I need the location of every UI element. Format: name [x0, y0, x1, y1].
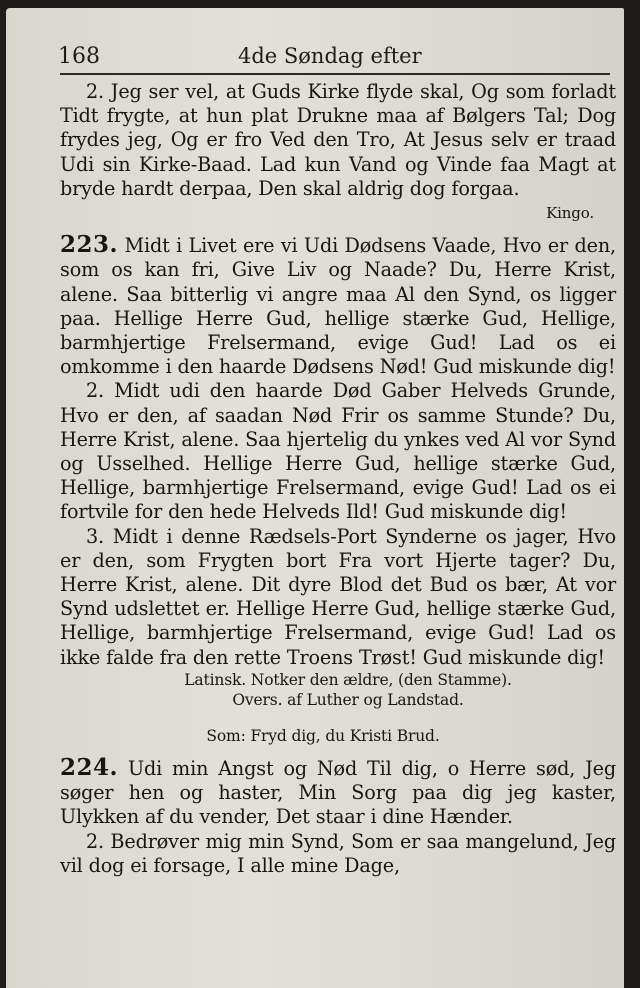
melody-reference: Som: Fryd dig, du Kristi Brud. — [206, 726, 440, 745]
hymn-224-verse-1 — [60, 756, 616, 830]
running-head: 4de Søndag efter — [238, 44, 422, 68]
source-line: Latinsk. Notker den ældre, (den Stamme). — [184, 670, 512, 689]
hymn-223-verse-2: 2. Midt udi den haarde Død Gaber Helveds Grunde, Hvo er den, af saadan Nød Frir os samme Stunde? Du, Herre Krist, alene. Saa hjertelig du ynkes ved Al vor Synd og Usselhed. Hellige Herre Gud, hellige stærke Gud, Hellige, barmhjertige Frelsermand, evige Gud! Lad os ei fortvile for den hede Helveds Ild! Gud miskunde dig! — [60, 379, 616, 524]
hymn-223-source — [60, 670, 616, 710]
verse-text: Udi min Angst og Nød Til dig, o Herre sød, Jeg søger hen og haster, Min Sorg paa dig jeg kaster, Ulykken af du vender, Det staar i dine Hænder. — [60, 757, 616, 829]
page-body — [60, 80, 616, 878]
translator-line: Overs. af Luther og Landstad. — [232, 690, 464, 709]
hymn-224-verse-2: 2. Bedrøver mig min Synd, Som er saa mangelund, Jeg vil dog ei forsage, I alle mine Dage, — [60, 829, 616, 877]
melody-line — [60, 724, 616, 748]
hymn-prev-verse-2 — [60, 80, 616, 225]
verse-text: Midt i Livet ere vi Udi Dødsens Vaade, Hvo er den, som os kan fri, Give Liv og Naade? Du, Herre Krist, alene. Saa bitterlig vi angre maa Al den Synd, os ligger paa. Hellige Herre Gud, hellige stærke Gud, Hellige, barmhjertige Frelsermand, evige Gud! Lad os ei omkomme i den haarde Dødsens Nød! Gud miskunde dig! — [60, 234, 617, 379]
author-attribution: Kingo. — [546, 204, 594, 223]
page-number: 168 — [58, 44, 100, 69]
book-page — [6, 8, 624, 988]
hymn-number: 223. — [60, 231, 119, 259]
page-header — [58, 40, 614, 72]
header-rule — [60, 73, 610, 75]
hymn-223-verse-3: 3. Midt i denne Rædsels-Port Synderne os jager, Hvo er den, som Frygten bort Fra vort Hjerte tager? Du, Herre Krist, alene. Dit dyre Blod det Bud os bær, At vor Synd udslettet er. Hellige Herre Gud, hellige stærke Gud, Hellige, barmhjertige Frelsermand, evige Gud! Lad os ikke falde fra den rette Troens Trøst! Gud miskunde dig! — [60, 524, 616, 669]
verse-text: 2. Jeg ser vel, at Guds Kirke flyde skal, Og som forladt Tidt frygte, at hun plat Drukne maa af Bølgers Tal; Dog frydes jeg, Og er fro Ved den Tro, At Jesus selv er traad Udi sin Kirke-Baad. Lad kun Vand og Vinde faa Magt at bryde hardt derpaa, Den skal aldrig dog forgaa. — [60, 80, 616, 200]
hymn-223-verse-1 — [60, 233, 616, 379]
hymn-number: 224. — [60, 754, 119, 782]
